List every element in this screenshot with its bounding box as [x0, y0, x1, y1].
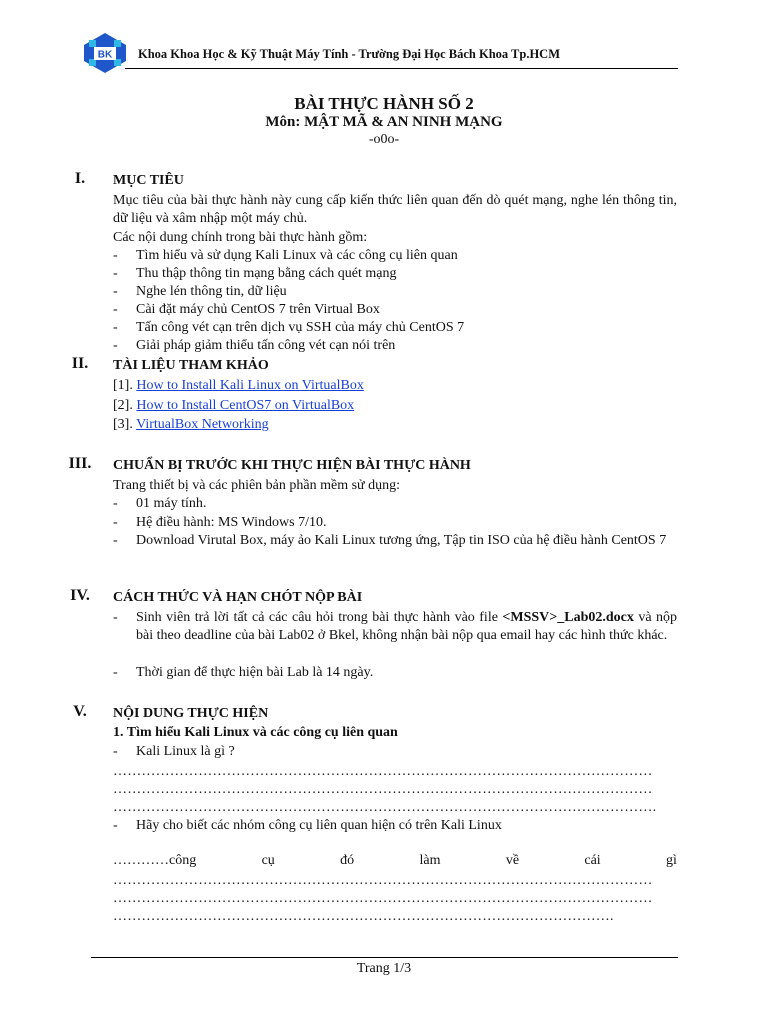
university-logo — [82, 32, 128, 74]
filename-format: <MSSV>_Lab02.docx — [502, 610, 634, 625]
section-title: CÁCH THỨC VÀ HẠN CHÓT NỘP BÀI — [113, 590, 363, 605]
title-ornament: -o0o- — [368, 132, 400, 147]
answer-line: …………………………………………………………………………………………………… — [113, 782, 653, 797]
reference-link[interactable]: How to Install Kali Linux on VirtualBox — [136, 378, 364, 393]
reference-item: [2]. How to Install CentOS7 on VirtualBox — [113, 398, 355, 413]
reference-link[interactable]: VirtualBox Networking — [136, 417, 269, 432]
subsection-title: 1. Tìm hiểu Kali Linux và các công cụ liên quan — [113, 725, 398, 740]
section-title: MỤC TIÊU — [113, 173, 184, 188]
list-item: - 01 máy tính. — [113, 496, 207, 511]
list-item: - Sinh viên trả lời tất cả các câu hỏi trong bài thực hành vào file <MSSV>_Lab02.docx và nộp bài theo deadline của bài Lab02 ở Bkel, không nhận bài nộp qua email hay các hình thức khác. — [113, 610, 678, 643]
list-item: - Nghe lén thông tin, dữ liệu — [113, 284, 287, 299]
section-title: NỘI DUNG THỰC HIỆN — [113, 706, 269, 721]
section-lead: Các nội dung chính trong bài thực hành gồm: — [113, 230, 368, 245]
section-title: CHUẨN BỊ TRƯỚC KHI THỰC HIỆN BÀI THỰC HÀNH — [113, 458, 471, 473]
page-number: Trang 1/3 — [356, 961, 412, 976]
list-item: - Cài đặt máy chủ CentOS 7 trên Virtual Box — [113, 302, 380, 317]
header-divider — [125, 68, 678, 69]
section-paragraph: Mục tiêu của bài thực hành này cung cấp kiến thức liên quan đến dò quét mạng, nghe lén thông tin, dữ liệu và xâm nhập một máy chủ. — [113, 193, 677, 226]
list-item: - Download Virutal Box, máy ảo Kali Linux tương ứng, Tập tin ISO của hệ điều hành CentOS 7 — [113, 533, 667, 548]
list-item: - Thu thập thông tin mạng bằng cách quét mạng — [113, 266, 397, 281]
answer-line: …………………………………………………………………………………………………… — [113, 764, 653, 779]
answer-line: …………………………………………………………………………………………………… — [113, 873, 653, 888]
section-number: V. — [73, 703, 87, 720]
doc-title: BÀI THỰC HÀNH SỐ 2 — [294, 94, 474, 113]
reference-item: [3]. VirtualBox Networking — [113, 417, 269, 432]
list-item: - Giải pháp giảm thiểu tấn công vét cạn nói trên — [113, 338, 396, 353]
list-item: - Tấn công vét cạn trên dịch vụ SSH của máy chủ CentOS 7 — [113, 320, 465, 335]
section-number: III. — [68, 455, 92, 472]
section-number: IV. — [70, 587, 90, 604]
section-lead: Trang thiết bị và các phiên bản phần mềm sử dụng: — [113, 478, 401, 493]
svg-text:BK: BK — [97, 49, 113, 61]
answer-line: …………công cụ đó làm về cái gì — [113, 853, 677, 868]
section-number: I. — [74, 170, 86, 187]
list-item: - Hệ điều hành: MS Windows 7/10. — [113, 515, 327, 530]
answer-line: …………………………………………………………………………………………………… — [113, 891, 653, 906]
question-item: - Hãy cho biết các nhóm công cụ liên quan hiện có trên Kali Linux — [113, 818, 502, 833]
list-item: - Thời gian để thực hiện bài Lab là 14 ngày. — [113, 665, 374, 680]
institution-name: Khoa Khoa Học & Kỹ Thuật Máy Tính - Trường Đại Học Bách Khoa Tp.HCM — [138, 47, 561, 61]
answer-line: ……………………………………………………………………………………………. — [113, 909, 614, 924]
answer-line: ……………………………………………………………………………………………………. — [113, 800, 657, 815]
section-title: TÀI LIỆU THAM KHẢO — [113, 358, 269, 373]
doc-subject: Môn: MẬT MÃ & AN NINH MẠNG — [265, 114, 503, 130]
reference-item: [1]. How to Install Kali Linux on VirtualBox — [113, 378, 364, 393]
reference-link[interactable]: How to Install CentOS7 on VirtualBox — [136, 398, 355, 413]
question-item: - Kali Linux là gì ? — [113, 744, 235, 759]
section-number: II. — [71, 355, 89, 372]
list-item: - Tìm hiểu và sử dụng Kali Linux và các công cụ liên quan — [113, 248, 458, 263]
footer-divider — [91, 957, 678, 958]
